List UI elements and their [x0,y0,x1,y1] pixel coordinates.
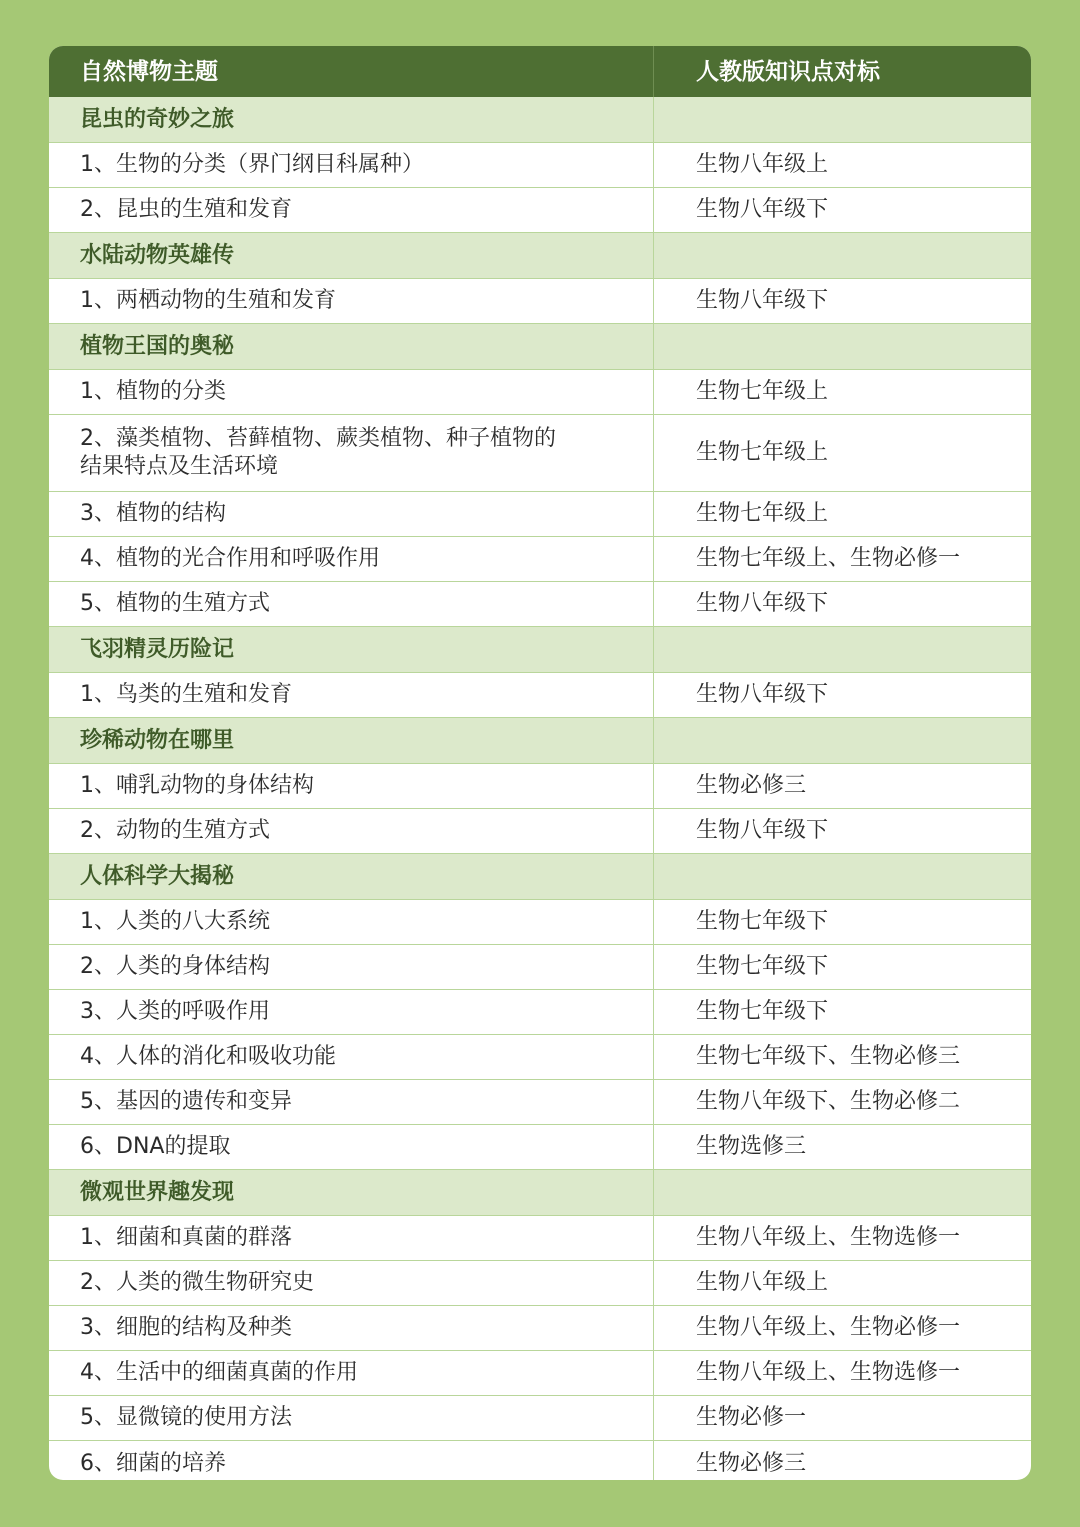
section-title: 人体科学大揭秘 [49,854,654,899]
section-empty-cell [654,97,1031,142]
section-title: 植物王国的奥秘 [49,324,654,369]
table-row [49,1306,1031,1351]
section-title: 水陆动物英雄传 [49,233,654,278]
standard-cell: 生物八年级下 [696,818,829,843]
standard-cell: 生物八年级上、生物选修一 [696,1360,961,1385]
curriculum-table [49,46,1031,1480]
topic-cell: 6、细菌的培养 [49,1441,654,1480]
standard-cell: 生物必修三 [696,1450,807,1476]
topic-cell: 5、显微镜的使用方法 [49,1396,654,1440]
topic-cell: 1、生物的分类（界门纲目科属种） [49,143,654,187]
table-row [49,764,1031,809]
standard-cell: 生物必修三 [696,773,807,798]
topic-cell: 4、植物的光合作用和呼吸作用 [49,537,654,581]
section-empty-cell [654,233,1031,278]
table-row [49,1441,1031,1480]
table-row [49,370,1031,415]
standard-cell: 生物七年级上、生物必修一 [696,546,961,571]
section-title: 飞羽精灵历险记 [49,627,654,672]
table-row [49,945,1031,990]
table-row [49,537,1031,582]
topic-cell: 1、两栖动物的生殖和发育 [49,279,654,323]
standard-cell: 生物七年级上 [696,440,829,465]
table-body [49,97,1031,1480]
section-row [49,324,1031,370]
table-row [49,143,1031,188]
topic-cell: 6、DNA的提取 [49,1125,654,1169]
topic-cell: 2、昆虫的生殖和发育 [49,188,654,232]
topic-cell: 2、人类的微生物研究史 [49,1261,654,1305]
standard-cell: 生物七年级下 [696,954,829,979]
standard-cell: 生物七年级下、生物必修三 [696,1044,961,1069]
topic-cell: 2、人类的身体结构 [49,945,654,989]
standard-cell: 生物八年级上、生物选修一 [696,1225,961,1250]
topic-cell: 4、生活中的细菌真菌的作用 [49,1351,654,1395]
section-row [49,1170,1031,1216]
section-row [49,854,1031,900]
section-title: 昆虫的奇妙之旅 [49,97,654,142]
section-row [49,233,1031,279]
standard-cell: 生物八年级上 [696,1270,829,1295]
table-row [49,279,1031,324]
table-row [49,1080,1031,1125]
header-topic: 自然博物主题 [49,46,654,97]
section-row [49,627,1031,673]
table-row [49,1396,1031,1441]
table-row [49,900,1031,945]
table-row [49,492,1031,537]
section-row [49,97,1031,143]
topic-cell: 5、植物的生殖方式 [49,582,654,626]
standard-cell: 生物选修三 [696,1134,807,1159]
table-row [49,673,1031,718]
table-row [49,809,1031,854]
table-row [49,188,1031,233]
topic-cell: 1、人类的八大系统 [49,900,654,944]
topic-cell: 1、细菌和真菌的群落 [49,1216,654,1260]
section-empty-cell [654,1170,1031,1215]
section-empty-cell [654,324,1031,369]
section-title: 微观世界趣发现 [49,1170,654,1215]
topic-cell: 3、人类的呼吸作用 [49,990,654,1034]
standard-cell: 生物八年级下 [696,591,829,616]
standard-cell: 生物七年级下 [696,909,829,934]
standard-cell: 生物八年级下、生物必修二 [696,1089,961,1114]
topic-cell: 1、植物的分类 [49,370,654,414]
topic-cell: 2、藻类植物、苔藓植物、蕨类植物、种子植物的 结果特点及生活环境 [49,415,654,491]
table-row [49,1035,1031,1080]
table-row [49,1261,1031,1306]
header-standard: 人教版知识点对标 [696,58,880,85]
topic-cell: 4、人体的消化和吸收功能 [49,1035,654,1079]
standard-cell: 生物八年级下 [696,288,829,313]
section-empty-cell [654,854,1031,899]
standard-cell: 生物八年级上、生物必修一 [696,1315,961,1340]
table-row [49,990,1031,1035]
standard-cell: 生物八年级下 [696,682,829,707]
topic-cell: 3、植物的结构 [49,492,654,536]
table-row [49,415,1031,492]
standard-cell: 生物七年级下 [696,999,829,1024]
table-row [49,1351,1031,1396]
standard-cell: 生物八年级上 [696,152,829,177]
standard-cell: 生物七年级上 [696,379,829,404]
standard-cell: 生物必修一 [696,1405,807,1430]
table-row [49,1216,1031,1261]
section-empty-cell [654,627,1031,672]
topic-cell: 2、动物的生殖方式 [49,809,654,853]
topic-cell: 5、基因的遗传和变异 [49,1080,654,1124]
section-title: 珍稀动物在哪里 [49,718,654,763]
standard-cell: 生物七年级上 [696,501,829,526]
topic-cell: 3、细胞的结构及种类 [49,1306,654,1350]
table-header-row [49,46,1031,97]
section-empty-cell [654,718,1031,763]
topic-cell: 1、哺乳动物的身体结构 [49,764,654,808]
section-row [49,718,1031,764]
table-row [49,582,1031,627]
standard-cell: 生物八年级下 [696,197,829,222]
table-row [49,1125,1031,1170]
topic-cell: 1、鸟类的生殖和发育 [49,673,654,717]
